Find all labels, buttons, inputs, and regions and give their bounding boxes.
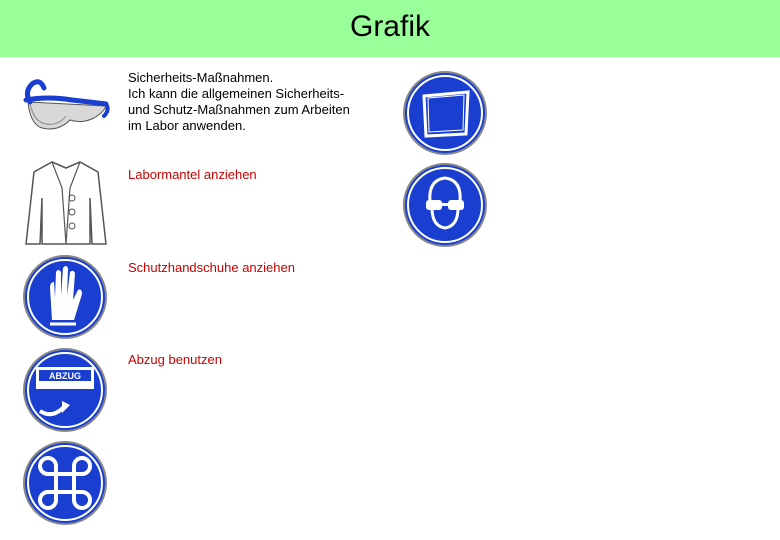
fume-hood-sign-icon: [22, 347, 108, 433]
page-title: Grafik: [349, 10, 430, 43]
intro-line-2: Ich kann die allgemeinen Sicherheits-: [128, 86, 345, 101]
fumehood-text: Abzug benutzen: [128, 352, 222, 367]
lab-coat-icon: [22, 158, 110, 246]
intro-text: [128, 70, 350, 134]
intro-line-4: im Labor anwenden.: [128, 118, 246, 133]
header-bar: [0, 0, 780, 57]
intro-line-1: Sicherheits-Maßnahmen.: [128, 70, 274, 85]
gloves-sign-icon: [22, 254, 108, 340]
goggles-sign-icon: [402, 162, 488, 248]
intro-line-3: und Schutz-Maßnahmen zum Arbeiten: [128, 102, 350, 117]
face-shield-sign-icon: [402, 70, 488, 156]
gloves-text: Schutzhandschuhe anziehen: [128, 260, 295, 275]
command-sign-icon: [22, 440, 108, 526]
labcoat-text: Labormantel anziehen: [128, 167, 257, 182]
fume-hood-label: ABZUG: [49, 371, 81, 381]
safety-glasses-icon: [20, 74, 112, 144]
